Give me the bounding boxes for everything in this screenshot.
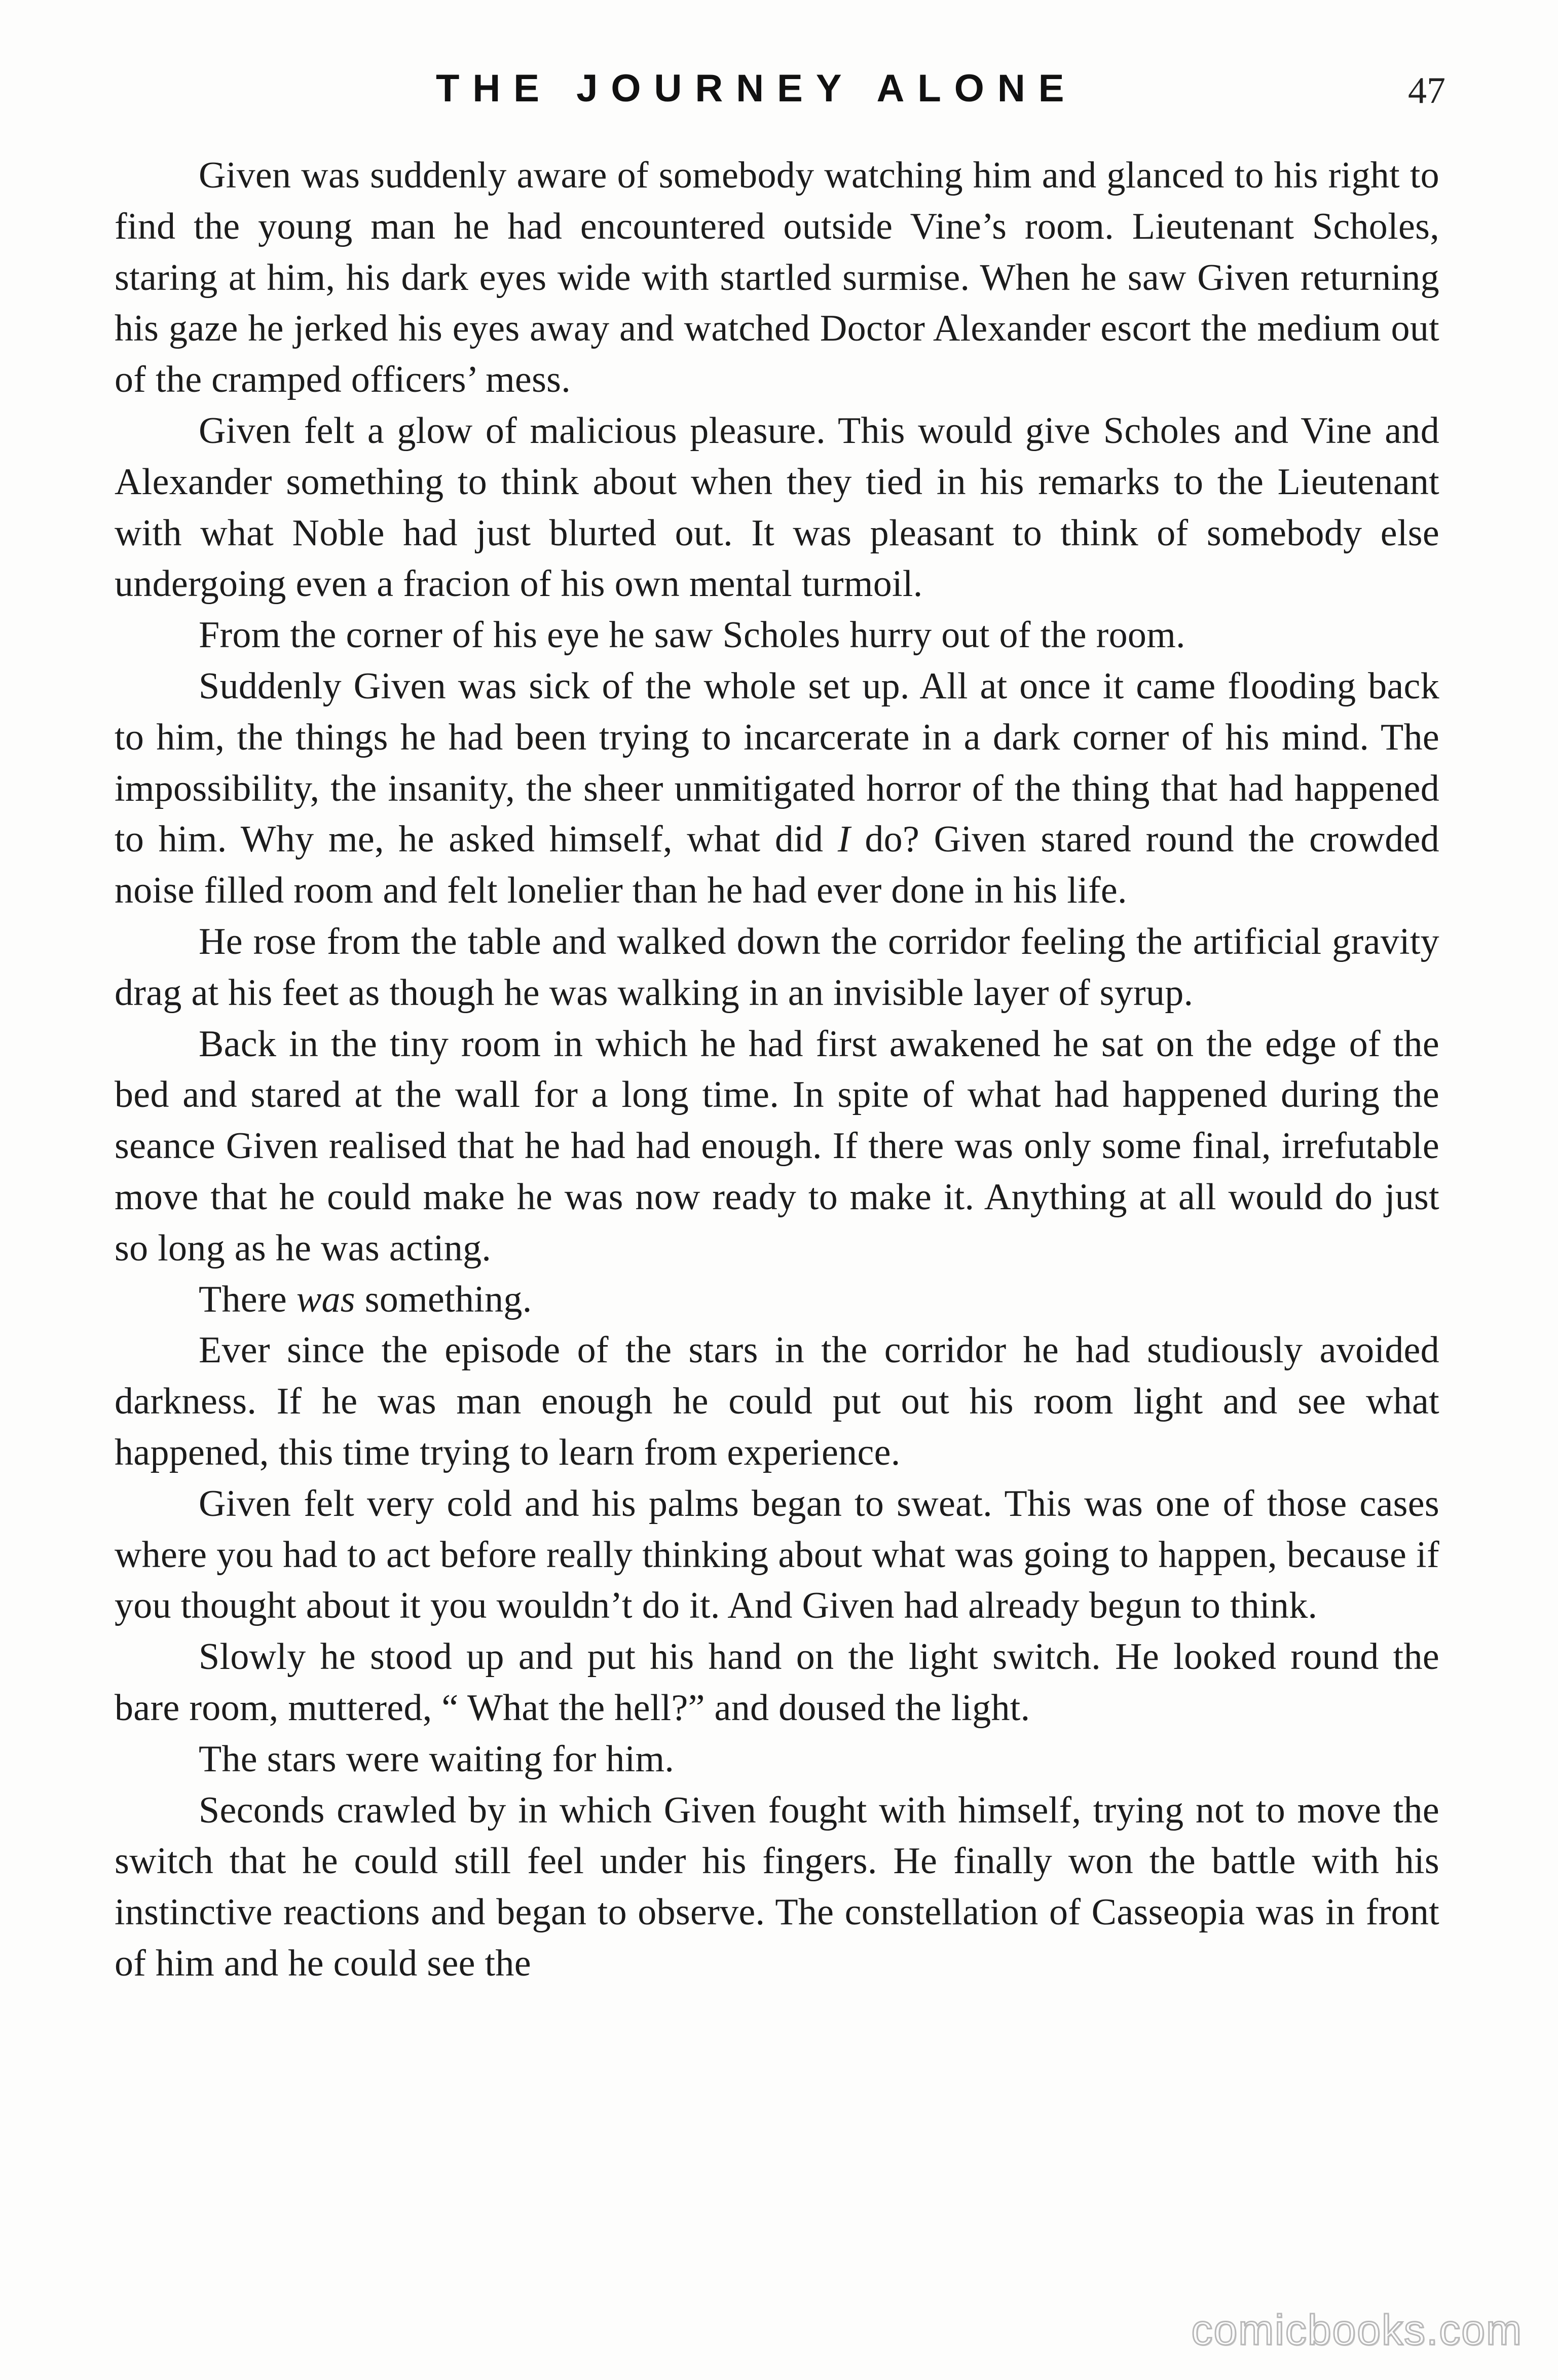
text-run: Given was suddenly aware of somebody watching him and glanced to his right to find the young man he had encountered outside Vine’s room. Lieutenant Scholes, staring at him, his dark eyes wide with startled surmise. When he saw Given returning his gaze he jerked his eyes away and watched Doctor Alexander escort the medium out of the cramped officers’ mess. — [115, 155, 1439, 401]
paragraph — [115, 661, 1439, 916]
text-run: There — [199, 1278, 296, 1320]
text-run: something. — [355, 1278, 532, 1320]
paragraph — [115, 1734, 1439, 1785]
running-title: THE JOURNEY ALONE — [436, 67, 1078, 110]
paragraph — [115, 1325, 1439, 1478]
running-head — [0, 61, 1558, 117]
page-number: 47 — [1408, 70, 1445, 111]
text-run: Slowly he stood up and put his hand on the light switch. He looked round the bare room, muttered, “ What the hell?” and doused the light. — [115, 1636, 1439, 1729]
text-run: Back in the tiny room in which he had first awakened he sat on the edge of the bed and stared at the wall for a long time. In spite of what had happened during the seance Given realised that he had had enough. If there was only some final, irrefutable move that he could make he was now ready to make it. Anything at all would do just so long as he was acting. — [115, 1023, 1439, 1269]
text-run: The stars were waiting for him. — [199, 1738, 675, 1780]
paragraph — [115, 1631, 1439, 1734]
text-run: do? Given stared round the crowded noise filled room and felt lonelier than he had ever done in his life. — [115, 819, 1439, 912]
text-run: From the corner of his eye he saw Scholes hurry out of the room. — [199, 614, 1185, 656]
watermark-logo: comicbooks.com — [1191, 2306, 1523, 2354]
italic-text: was — [296, 1278, 355, 1320]
body-text — [115, 150, 1439, 1989]
paragraph — [115, 1019, 1439, 1274]
paragraph — [115, 405, 1439, 610]
text-run: Given felt a glow of malicious pleasure. This would give Scholes and Vine and Alexander something to think about when they tied in his remarks to the Lieutenant with what Noble had just blurted out. It was pleasant to think of somebody else undergoing even a fracion of his own mental turmoil. — [115, 410, 1439, 605]
paragraph — [115, 1785, 1439, 1989]
text-run: Suddenly Given was sick of the whole set up. All at once it came flooding back to him, the things he had been trying to incarcerate in a dark corner of his mind. The impossibility, the insanity, the sheer unmitigated horror of the thing that had happened to him. Why me, he asked himself, what did — [115, 665, 1439, 861]
italic-text: I — [837, 819, 850, 861]
paragraph — [115, 916, 1439, 1019]
text-run: Seconds crawled by in which Given fought with himself, trying not to move the switch that he could still feel under his fingers. He finally won the battle with his instinctive reactions and began to observe. The constellation of Casseopia was in front of him and he could see the — [115, 1789, 1439, 1984]
paragraph — [115, 150, 1439, 405]
text-run: He rose from the table and walked down the corridor feeling the artificial gravity drag at his feet as though he was walking in an invisible layer of syrup. — [115, 920, 1439, 1014]
paragraph — [115, 610, 1439, 661]
text-run: Given felt very cold and his palms began to sweat. This was one of those cases where you had to act before really thinking about what was going to happen, because if you thought about it you wouldn’t do it. And Given had already begun to think. — [115, 1482, 1439, 1627]
text-run: Ever since the episode of the stars in the corridor he had studiously avoided darkness. If he was man enough he could put out his room light and see what happened, this time trying to learn from experience. — [115, 1329, 1439, 1473]
paragraph — [115, 1274, 1439, 1325]
paragraph — [115, 1478, 1439, 1631]
